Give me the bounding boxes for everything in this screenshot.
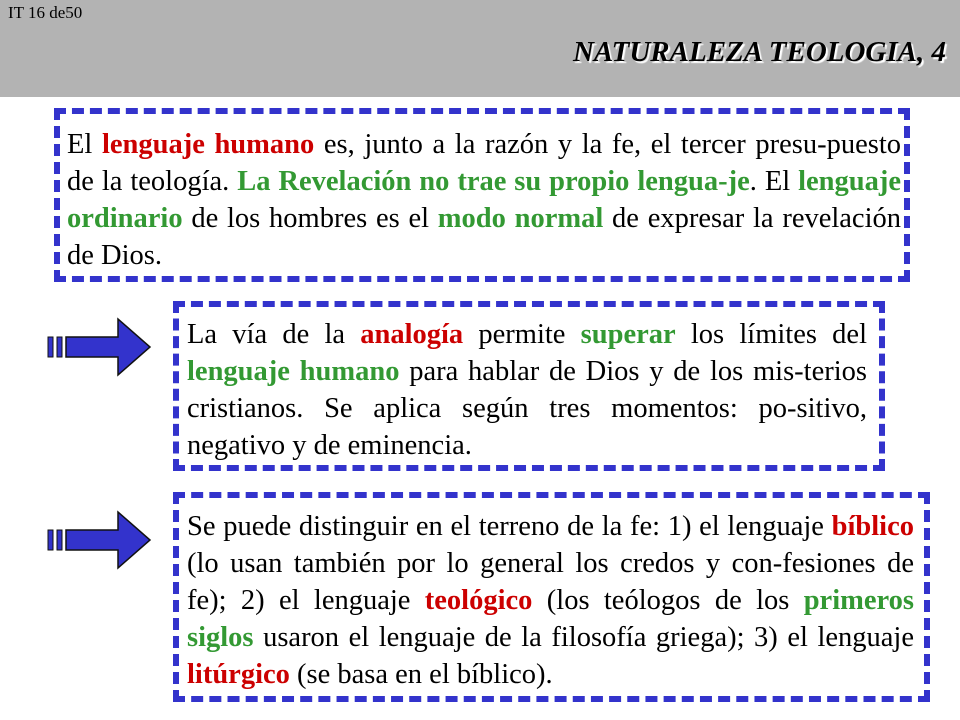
emphasis-red: teológico xyxy=(424,585,533,616)
emphasis-green: lenguaje ordinario xyxy=(67,166,902,234)
segment: para hablar de Dios y de los mis-terios cristianos. Se aplica según tres momentos: po-sitivo, negativo y de eminencia. xyxy=(187,356,867,461)
emphasis-red: analogía xyxy=(360,319,464,350)
segment: El xyxy=(67,129,102,160)
segment: usaron el lenguaje de la filosofía griega); 3) el lenguaje xyxy=(253,622,914,653)
segment: (lo usan también por lo general los credos y con-fesiones de fe); 2) el lenguaje xyxy=(187,548,914,616)
segment: es, junto a la razón y la fe, el tercer presu-puesto de la teología. xyxy=(67,129,902,197)
paragraph-analogy xyxy=(187,316,867,464)
page-title: NATURALEZA TEOLOGIA, 4 xyxy=(572,36,946,68)
segment: de los hombres es el xyxy=(182,203,438,234)
emphasis-green: primeros siglos xyxy=(187,585,914,653)
segment: La vía de la xyxy=(187,319,361,350)
slide-number: IT 16 de50 xyxy=(8,3,83,22)
right-arrow-icon xyxy=(46,510,152,570)
emphasis-green: superar xyxy=(580,319,676,350)
emphasis-green: lenguaje humano xyxy=(187,356,400,387)
segment: permite xyxy=(463,319,581,350)
emphasis-green: modo normal xyxy=(437,203,604,234)
text-box-faith-languages xyxy=(173,492,930,702)
paragraph-language xyxy=(67,126,901,274)
text-box-analogy xyxy=(173,301,885,471)
emphasis-green: La Revelación no trae su propio lengua-je xyxy=(237,166,750,197)
segment: Se puede distinguir en el terreno de la fe: 1) el lenguaje xyxy=(187,511,832,542)
paragraph-faith-languages xyxy=(187,508,914,693)
header-bar xyxy=(0,0,960,97)
segment: (se basa en el bíblico). xyxy=(289,659,553,690)
text-box-language xyxy=(54,108,910,282)
segment: los límites del xyxy=(675,319,867,350)
emphasis-red: litúrgico xyxy=(187,659,290,690)
right-arrow-icon xyxy=(46,317,152,377)
segment: (los teólogos de los xyxy=(532,585,804,616)
emphasis-red: bíblico xyxy=(831,511,914,542)
emphasis-red: lenguaje humano xyxy=(101,129,315,160)
segment: de expresar la revelación de Dios. xyxy=(67,203,902,271)
segment: . El xyxy=(749,166,799,197)
